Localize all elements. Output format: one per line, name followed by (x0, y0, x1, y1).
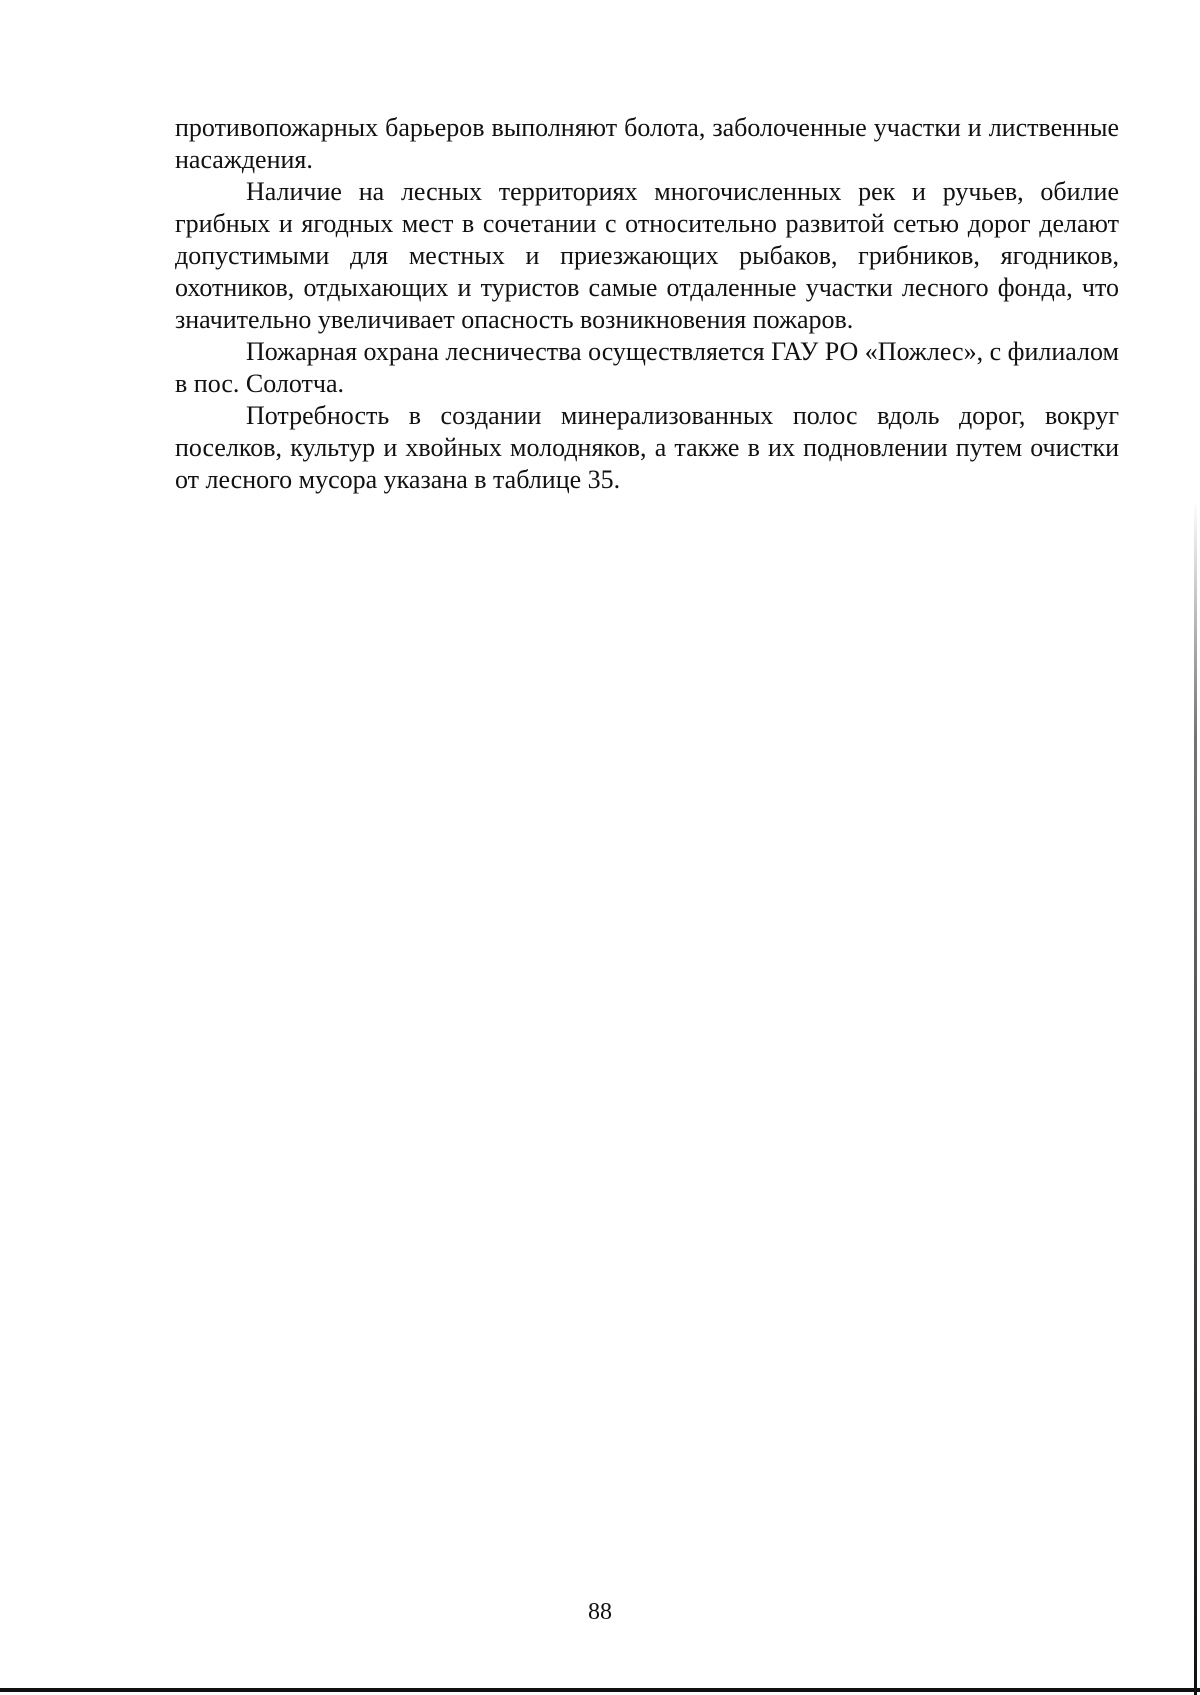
paragraph-mineralized-strips: Потребность в создании минерализованных полос вдоль дорог, вокруг поселков, культур и хвойных молодняков, а также в их подновлении путем очистки от лесного мусора указана в таблице 35. (175, 401, 1119, 494)
paragraph-continuation: противопожарных барьеров выполняют болота, заболоченные участки и лиственные насаждения. (175, 113, 1119, 174)
body-text (175, 112, 1119, 496)
scan-edge-bottom (0, 1688, 1200, 1692)
paragraph-fire-protection: Пожарная охрана лесничества осуществляется ГАУ РО «Пожлес», с филиалом в пос. Солотча. (175, 337, 1119, 398)
paragraph-forest-access: Наличие на лесных территориях многочисленных рек и ручьев, обилие грибных и ягодных мест в сочетании с относительно развитой сетью дорог делают допустимыми для местных и приезжающих рыбаков, грибников, ягодников, охотников, отдыхающих и туристов самые отдаленные участки лесного фонда, что значительно увеличивает опасность возникновения пожаров. (175, 177, 1119, 334)
scan-edge-right (1194, 500, 1197, 1695)
page-number: 88 (588, 1599, 612, 1625)
